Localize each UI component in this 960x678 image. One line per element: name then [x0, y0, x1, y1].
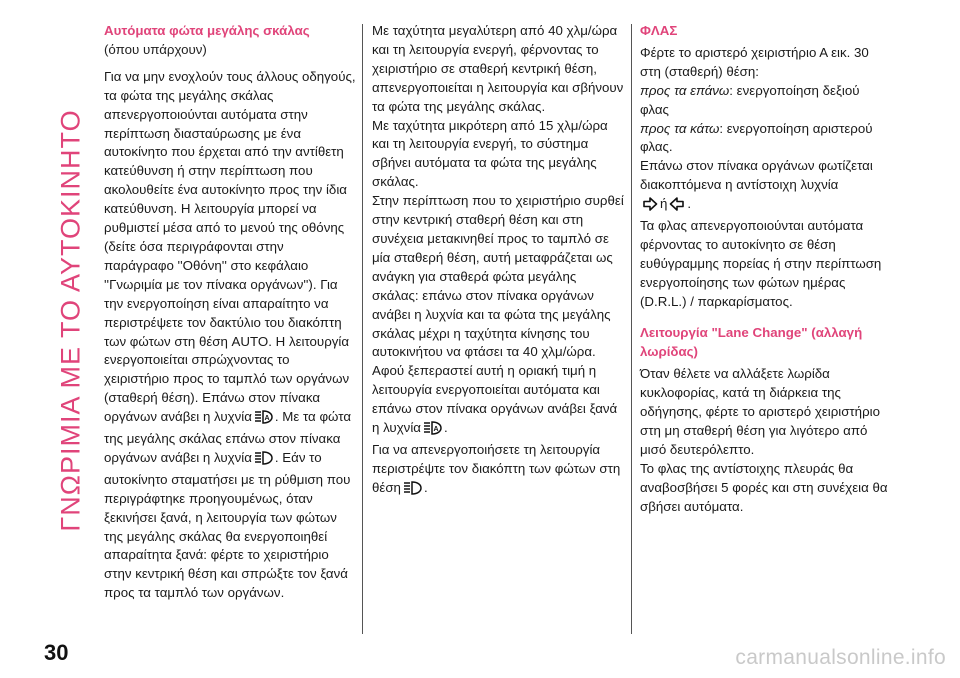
paragraph: Φέρτε το αριστερό χειριστήριο Α εικ. 30 στη (σταθερή) θέση:	[640, 44, 869, 79]
column-divider-1	[362, 24, 363, 634]
section-subheading: (όπου υπάρχουν)	[104, 41, 207, 57]
side-chapter-title	[56, 20, 86, 620]
high-beam-icon	[403, 481, 422, 501]
section-heading-turn-signals: ΦΛΑΣ	[640, 23, 678, 38]
auto-high-beam-icon	[254, 410, 273, 430]
watermark: carmanualsonline.info	[735, 646, 946, 669]
paragraph: Στην περίπτωση που το χειριστήριο συρθεί στην κεντρική σταθερή θέση και στη συνέχεια μετακινηθεί προς το ταμπλό σε μία σταθερή θέση, αυτή μεταφράζεται ως ανάγκη για σταθερά φώτα μεγάλης σκάλας: επάνω στον πίνακα οργάνων ανάβει η λυχνία και τα φώτα της μεγάλης σκάλας μέχρι η ταχύτητα κίνησης του αυτοκινήτου να φτάσει τα 40 χλμ/ώρα. Αφού ξεπεραστεί αυτή η οριακή τιμή η λειτουργία ενεργοποιείται αυτόματα και επάνω στον πίνακα οργάνων ανάβει ξανά η λυχνία A .	[372, 192, 624, 441]
column-divider-2	[631, 24, 632, 634]
paragraph: Με ταχύτητα μεγαλύτερη από 40 χλμ/ώρα και τη λειτουργία ενεργή, φέρνοντας το χειριστήριο σε σταθερή κεντρική θέση, απενεργοποιείται η λειτουργία και σβήνουν τα φώτα της μεγάλης σκάλας.	[372, 23, 624, 114]
svg-text:A: A	[264, 415, 270, 423]
paragraph: Το φλας της αντίστοιχης πλευράς θα αναβοσβήσει 5 φορές και στη συνέχεια θα σβήσει αυτόματα.	[640, 460, 888, 514]
column-2	[372, 22, 624, 501]
auto-high-beam-icon	[423, 421, 442, 441]
section-heading-lane-change: Λειτουργία "Lane Change" (αλλαγή λωρίδας)	[640, 324, 863, 359]
paragraph: Τα φλας απενεργοποιούνται αυτόματα φέρνοντας το αυτοκίνητο σε θέση ευθύγραμμης πορείας ή στην περίπτωση ενεργοποίησης των φώτων ημέρας (D.R.L.) / παρκαρίσματος.	[640, 218, 882, 309]
column-3	[640, 22, 892, 517]
high-beam-icon	[254, 451, 273, 471]
page-number: 30	[44, 640, 69, 665]
turn-right-icon	[642, 197, 658, 217]
paragraph: προς τα επάνω: ενεργοποίηση δεξιού φλας	[640, 82, 860, 117]
svg-text:A: A	[433, 426, 439, 434]
paragraph: Για να απενεργοποιήσετε τη λειτουργία περιστρέψτε τον διακόπτη των φώτων στη θέση .	[372, 441, 624, 501]
section-heading-auto-high-beam: Αυτόματα φώτα μεγάλης σκάλας	[104, 23, 310, 38]
column-1	[104, 22, 356, 603]
side-chapter-title-text: ΓΝΩΡΙΜΙΑ ΜΕ ΤΟ ΑΥΤΟΚΙΝΗΤΟ	[55, 108, 86, 532]
turn-left-icon	[669, 197, 685, 217]
paragraph: Για να μην ενοχλούν τους άλλους οδηγούς, τα φώτα της μεγάλης σκάλας απενεργοποιούνται αυτόματα στην περίπτωση διασταύρωσης με ένα αυτοκίνητο που έρχεται από την αντίθετη κατεύθυνση ή στην περίπτωση που ακολουθείτε ένα αυτοκίνητο προς την ίδια κατεύθυνση. Η λειτουργία μπορεί να ρυθμιστεί μέσα από το μενού της οθόνης (δείτε όσα περιγράφονται στην παράγραφο ''Οθόνη'' στο κεφάλαιο ''Γνωριμία με τον πίνακα οργάνων''). Για την ενεργοποίηση είναι απαραίτητο να περιστρέψετε τον δακτύλιο του διακόπτη των φώτων στη θέση AUTO. Η λειτουργία ενεργοποιείται σπρώχνοντας το χειριστήριο προς το ταμπλό των οργάνων (σταθερή θέση). Επάνω στον πίνακα οργάνων ανάβει η λυχνία A . Με τα φώτα της μεγάλης σκάλας επάνω στον πίνακα οργάνων ανάβει η λυχνία . Εάν το αυτοκίνητο σταματήσει με τη ρύθμιση που περιγράφτηκε προηγουμένως, όταν ξεκινήσει ξανά, η λειτουργία των φώτων της μεγάλης σκάλας θα ενεργοποιηθεί απαραίτητα ξανά: φέρτε το χειριστήριο στην κεντρική θέση και σπρώξτε τον ξανά προς τα ταμπλό των οργάνων.	[104, 68, 356, 601]
paragraph: Με ταχύτητα μικρότερη από 15 χλμ/ώρα και τη λειτουργία ενεργή, το σύστημα σβήνει αυτόματα τα φώτα της μεγάλης σκάλας.	[372, 117, 608, 190]
paragraph: Όταν θέλετε να αλλάξετε λωρίδα κυκλοφορίας, κατά τη διάρκεια της οδήγησης, φέρτε το αριστερό χειριστήριο στη μη σταθερή θέση για λιγότερο από μισό δευτερόλεπτο.	[640, 366, 880, 458]
paragraph: Επάνω στον πίνακα οργάνων φωτίζεται διακοπτόμενα η αντίστοιχη λυχνία ή .	[640, 157, 892, 217]
paragraph: προς τα κάτω: ενεργοποίηση αριστερού φλας.	[640, 120, 873, 155]
